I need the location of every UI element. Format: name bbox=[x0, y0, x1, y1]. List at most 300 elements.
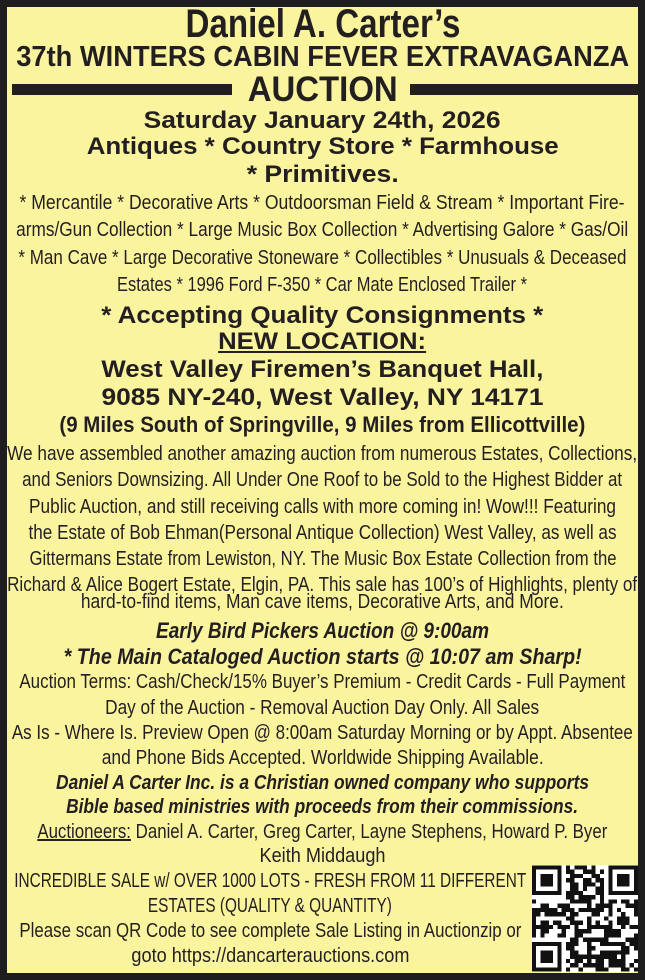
qr-module bbox=[621, 912, 625, 916]
qr-module bbox=[621, 959, 625, 963]
early-bird-time bbox=[0, 618, 645, 644]
qr-module bbox=[596, 912, 600, 916]
qr-module bbox=[617, 963, 621, 967]
qr-module bbox=[545, 925, 549, 929]
description-line bbox=[0, 522, 645, 545]
qr-module bbox=[557, 904, 561, 908]
qr-module bbox=[600, 963, 604, 967]
qr-module bbox=[608, 912, 612, 916]
qr-module bbox=[570, 942, 574, 946]
date-text: Saturday January 24th, 2026 bbox=[143, 107, 501, 134]
qr-module bbox=[617, 959, 621, 963]
footer-text: ESTATES (QUALITY & QUANTITY) bbox=[147, 895, 392, 917]
qr-module bbox=[540, 929, 544, 933]
qr-module bbox=[591, 946, 595, 950]
qr-module bbox=[553, 921, 557, 925]
qr-module bbox=[566, 908, 570, 912]
qr-module bbox=[608, 959, 612, 963]
qr-module bbox=[600, 904, 604, 908]
website-text[interactable]: goto https://dancarterauctions.com bbox=[131, 945, 409, 967]
qr-module bbox=[613, 942, 617, 946]
presenter-text: Daniel A. Carter’s bbox=[184, 2, 460, 46]
categories-text: * Primitives. bbox=[246, 161, 399, 188]
item-text: arms/Gun Collection * Large Music Box Collection * Advertising Galore * Gas/Oil bbox=[16, 219, 629, 241]
qr-module bbox=[587, 882, 591, 886]
qr-module bbox=[591, 895, 595, 899]
item-text: * Man Cave * Large Decorative Stoneware * Collectibles * Unusuals & Deceased bbox=[18, 247, 627, 269]
qr-module bbox=[574, 887, 578, 891]
qr-module bbox=[574, 882, 578, 886]
qr-module bbox=[540, 950, 553, 963]
qr-module bbox=[630, 938, 634, 942]
qr-module bbox=[574, 874, 578, 878]
auctioneers-names: Keith Middaugh bbox=[259, 845, 386, 867]
qr-module bbox=[587, 916, 591, 920]
qr-module bbox=[574, 955, 578, 959]
qr-module bbox=[600, 938, 604, 942]
qr-module bbox=[600, 882, 604, 886]
qr-module bbox=[600, 899, 604, 903]
qr-module bbox=[583, 870, 587, 874]
qr-module bbox=[540, 904, 544, 908]
qr-module bbox=[545, 921, 549, 925]
qr-module bbox=[591, 908, 595, 912]
terms-text: Auction Terms: Cash/Check/15% Buyer’s Premium - Credit Cards - Full Payment bbox=[19, 671, 626, 693]
qr-module bbox=[579, 899, 583, 903]
venue-name bbox=[0, 356, 645, 384]
qr-module bbox=[583, 929, 587, 933]
qr-module bbox=[596, 908, 600, 912]
qr-module bbox=[570, 908, 574, 912]
qr-module bbox=[557, 912, 561, 916]
mission-line bbox=[0, 796, 645, 819]
qr-module bbox=[621, 946, 625, 950]
qr-module bbox=[570, 921, 574, 925]
qr-module bbox=[545, 904, 549, 908]
qr-module bbox=[621, 942, 625, 946]
qr-module bbox=[587, 870, 591, 874]
qr-module bbox=[566, 959, 570, 963]
qr-module bbox=[562, 929, 566, 933]
qr-module bbox=[617, 942, 621, 946]
qr-module bbox=[596, 874, 600, 878]
qr-module bbox=[570, 963, 574, 967]
qr-module bbox=[570, 878, 574, 882]
description-text: We have assembled another amazing auction from numerous Estates, Collections, bbox=[7, 443, 638, 465]
qr-module bbox=[574, 933, 578, 937]
qr-module bbox=[570, 955, 574, 959]
location-heading-text: NEW LOCATION: bbox=[218, 328, 427, 355]
qr-module bbox=[562, 908, 566, 912]
qr-module bbox=[536, 908, 540, 912]
qr-module bbox=[579, 908, 583, 912]
qr-module bbox=[532, 908, 536, 912]
main-auction-text: * The Main Cataloged Auction starts @ 10:07 am Sharp! bbox=[63, 644, 582, 669]
qr-module bbox=[613, 963, 617, 967]
item-line bbox=[0, 219, 645, 242]
auctioneers-names: Daniel A. Carter, Greg Carter, Layne Stephens, Howard P. Byer bbox=[131, 821, 608, 843]
qr-module bbox=[596, 904, 600, 908]
qr-module bbox=[604, 904, 608, 908]
qr-module bbox=[634, 938, 638, 942]
qr-module bbox=[608, 929, 612, 933]
qr-module bbox=[630, 942, 634, 946]
qr-module bbox=[591, 938, 595, 942]
qr-module bbox=[625, 921, 629, 925]
main-auction-time bbox=[0, 644, 645, 670]
qr-module bbox=[591, 874, 595, 878]
location-heading bbox=[0, 328, 645, 356]
qr-module bbox=[566, 916, 570, 920]
qr-module bbox=[591, 955, 595, 959]
qr-module bbox=[579, 959, 583, 963]
qr-module bbox=[574, 942, 578, 946]
auction-text: AUCTION bbox=[247, 70, 398, 109]
qr-module bbox=[549, 925, 553, 929]
qr-module bbox=[566, 967, 570, 971]
auctioneers-line bbox=[0, 821, 645, 844]
description-line bbox=[0, 496, 645, 519]
qr-module bbox=[634, 899, 638, 903]
qr-module bbox=[621, 899, 625, 903]
qr-module bbox=[625, 946, 629, 950]
qr-module bbox=[600, 908, 604, 912]
footer-text: Please scan QR Code to see complete Sale Listing in Auctionzip or bbox=[19, 920, 521, 942]
qr-module bbox=[634, 925, 638, 929]
qr-module bbox=[574, 963, 578, 967]
qr-module bbox=[600, 950, 604, 954]
qr-module bbox=[574, 925, 578, 929]
qr-module bbox=[634, 912, 638, 916]
qr-module bbox=[583, 895, 587, 899]
qr-module bbox=[591, 963, 595, 967]
venue-address bbox=[0, 384, 645, 412]
directions-text: (9 Miles South of Springville, 9 Miles from Ellicottville) bbox=[59, 412, 586, 437]
categories-line-2 bbox=[0, 161, 645, 189]
qr-module bbox=[613, 959, 617, 963]
qr-module bbox=[608, 904, 612, 908]
terms-line bbox=[0, 747, 645, 770]
qr-module bbox=[587, 904, 591, 908]
description-line bbox=[0, 443, 645, 466]
qr-module bbox=[617, 916, 621, 920]
qr-module bbox=[596, 925, 600, 929]
terms-line bbox=[0, 671, 645, 694]
qr-module bbox=[591, 866, 595, 870]
qr-module bbox=[566, 866, 570, 870]
qr-module bbox=[570, 870, 574, 874]
qr-module bbox=[617, 950, 621, 954]
qr-module bbox=[600, 895, 604, 899]
qr-module bbox=[604, 929, 608, 933]
qr-module bbox=[570, 938, 574, 942]
qr-module bbox=[587, 929, 591, 933]
qr-module bbox=[596, 938, 600, 942]
qr-module bbox=[613, 950, 617, 954]
qr-code-icon[interactable] bbox=[532, 865, 638, 972]
qr-module bbox=[536, 925, 540, 929]
qr-module bbox=[545, 912, 549, 916]
footer-line bbox=[0, 920, 540, 943]
qr-module bbox=[596, 921, 600, 925]
qr-module bbox=[566, 946, 570, 950]
qr-module bbox=[566, 891, 570, 895]
qr-module bbox=[587, 959, 591, 963]
qr-module bbox=[621, 916, 625, 920]
qr-module bbox=[540, 925, 544, 929]
qr-module bbox=[574, 929, 578, 933]
qr-module bbox=[634, 908, 638, 912]
qr-module bbox=[566, 878, 570, 882]
qr-module bbox=[608, 955, 612, 959]
description-text: and Seniors Downsizing. All Under One Roof to be Sold to the Highest Bidder at bbox=[22, 469, 623, 491]
auctioneers-label: Auctioneers: bbox=[37, 821, 132, 843]
qr-module bbox=[566, 942, 570, 946]
qr-module bbox=[570, 916, 574, 920]
address-text: 9085 NY-240, West Valley, NY 14171 bbox=[101, 384, 544, 411]
terms-line bbox=[0, 697, 645, 720]
qr-module bbox=[553, 912, 557, 916]
qr-module bbox=[583, 866, 587, 870]
qr-module bbox=[608, 942, 612, 946]
qr-module bbox=[604, 967, 608, 971]
qr-module bbox=[600, 955, 604, 959]
qr-module bbox=[570, 946, 574, 950]
qr-module bbox=[570, 891, 574, 895]
qr-module bbox=[591, 912, 595, 916]
qr-module bbox=[604, 916, 608, 920]
qr-module bbox=[540, 874, 553, 887]
qr-module bbox=[600, 870, 604, 874]
qr-module bbox=[570, 912, 574, 916]
item-line bbox=[0, 274, 645, 297]
qr-module bbox=[532, 929, 536, 933]
qr-module bbox=[570, 887, 574, 891]
qr-module bbox=[604, 938, 608, 942]
qr-module bbox=[570, 950, 574, 954]
qr-module bbox=[579, 895, 583, 899]
qr-module bbox=[634, 946, 638, 950]
qr-module bbox=[579, 921, 583, 925]
qr-module bbox=[630, 925, 634, 929]
qr-module bbox=[604, 950, 608, 954]
qr-module bbox=[557, 933, 561, 937]
qr-module bbox=[600, 891, 604, 895]
qr-module bbox=[587, 955, 591, 959]
qr-module bbox=[617, 874, 630, 887]
qr-module bbox=[591, 870, 595, 874]
consignments-text: * Accepting Quality Consignments * bbox=[101, 302, 544, 329]
description-text: Gittermans Estate from Lewiston, NY. The Music Box Estate Collection from the bbox=[29, 548, 616, 570]
qr-module bbox=[583, 899, 587, 903]
qr-module bbox=[617, 933, 621, 937]
qr-module bbox=[540, 921, 544, 925]
qr-module bbox=[579, 874, 583, 878]
qr-module bbox=[574, 866, 578, 870]
qr-module bbox=[617, 921, 621, 925]
qr-module bbox=[566, 895, 570, 899]
qr-module bbox=[583, 938, 587, 942]
qr-module bbox=[617, 929, 621, 933]
qr-module bbox=[634, 959, 638, 963]
auction-heading bbox=[0, 70, 645, 110]
qr-module bbox=[587, 925, 591, 929]
qr-module bbox=[604, 942, 608, 946]
qr-module bbox=[574, 899, 578, 903]
qr-module bbox=[562, 912, 566, 916]
qr-module bbox=[540, 908, 544, 912]
qr-module bbox=[600, 887, 604, 891]
qr-module bbox=[532, 921, 536, 925]
qr-module bbox=[608, 925, 612, 929]
terms-text: Day of the Auction - Removal Auction Day Only. All Sales bbox=[105, 697, 540, 719]
qr-module bbox=[574, 912, 578, 916]
qr-module bbox=[596, 955, 600, 959]
qr-module bbox=[625, 938, 629, 942]
description-text: hard-to-find items, Man cave items, Decorative Arts, and More. bbox=[80, 591, 564, 613]
qr-module bbox=[574, 938, 578, 942]
qr-module bbox=[545, 929, 549, 933]
qr-module bbox=[587, 921, 591, 925]
qr-module bbox=[591, 925, 595, 929]
qr-module bbox=[574, 891, 578, 895]
qr-module bbox=[587, 938, 591, 942]
qr-module bbox=[570, 882, 574, 886]
qr-module bbox=[608, 963, 612, 967]
qr-module bbox=[608, 950, 612, 954]
item-text: * Mercantile * Decorative Arts * Outdoorsman Field & Stream * Important Fire- bbox=[20, 192, 625, 214]
qr-module bbox=[570, 895, 574, 899]
website-link[interactable] bbox=[0, 945, 540, 968]
qr-module bbox=[545, 908, 549, 912]
qr-module bbox=[625, 904, 629, 908]
qr-module bbox=[596, 878, 600, 882]
terms-text: and Phone Bids Accepted. Worldwide Shipping Available. bbox=[101, 747, 544, 769]
description-text: Public Auction, and still receiving calls with more coming in! Wow!!! Featuring bbox=[29, 496, 617, 518]
qr-module bbox=[536, 912, 540, 916]
terms-text: As Is - Where Is. Preview Open @ 8:00am Saturday Morning or by Appt. Absentee bbox=[12, 722, 633, 744]
qr-module bbox=[587, 963, 591, 967]
description-text: Richard & Alice Bogert Estate, Elgin, PA. This sale has 100’s of Highlights, plenty of bbox=[7, 574, 638, 596]
qr-module bbox=[613, 899, 617, 903]
qr-module bbox=[579, 929, 583, 933]
qr-module bbox=[630, 963, 634, 967]
qr-module bbox=[600, 925, 604, 929]
qr-module bbox=[557, 925, 561, 929]
qr-module bbox=[621, 963, 625, 967]
qr-module bbox=[587, 950, 591, 954]
qr-module bbox=[557, 921, 561, 925]
qr-module bbox=[574, 950, 578, 954]
qr-module bbox=[587, 878, 591, 882]
qr-module bbox=[634, 904, 638, 908]
qr-module bbox=[549, 908, 553, 912]
description-text: the Estate of Bob Ehman(Personal Antique Collection) West Valley, as well as bbox=[28, 522, 617, 544]
qr-module bbox=[634, 933, 638, 937]
categories-text: Antiques * Country Store * Farmhouse bbox=[86, 133, 559, 160]
qr-module bbox=[621, 955, 625, 959]
early-bird-text: Early Bird Pickers Auction @ 9:00am bbox=[155, 618, 489, 643]
qr-module bbox=[604, 925, 608, 929]
qr-module bbox=[613, 955, 617, 959]
qr-module bbox=[566, 904, 570, 908]
consignments-banner bbox=[0, 302, 645, 330]
terms-line bbox=[0, 722, 645, 745]
qr-module bbox=[608, 921, 612, 925]
qr-module bbox=[625, 967, 629, 971]
qr-module bbox=[621, 967, 625, 971]
qr-module bbox=[583, 878, 587, 882]
footer-line bbox=[0, 870, 540, 893]
qr-module bbox=[532, 925, 536, 929]
qr-module bbox=[596, 891, 600, 895]
qr-module bbox=[621, 950, 625, 954]
auction-date bbox=[0, 107, 645, 135]
qr-module bbox=[553, 908, 557, 912]
description-line bbox=[0, 548, 645, 571]
qr-module bbox=[583, 882, 587, 886]
auctioneers-text bbox=[38, 821, 608, 844]
qr-module bbox=[621, 921, 625, 925]
qr-module bbox=[587, 942, 591, 946]
qr-module bbox=[566, 870, 570, 874]
qr-module bbox=[596, 887, 600, 891]
qr-module bbox=[625, 899, 629, 903]
qr-module bbox=[549, 912, 553, 916]
mission-line bbox=[0, 772, 645, 795]
footer-line bbox=[0, 895, 540, 918]
qr-module bbox=[574, 921, 578, 925]
qr-module bbox=[583, 887, 587, 891]
qr-module bbox=[604, 955, 608, 959]
qr-module bbox=[540, 933, 544, 937]
qr-module bbox=[600, 959, 604, 963]
qr-module bbox=[600, 942, 604, 946]
qr-module bbox=[591, 882, 595, 886]
mission-text: Bible based ministries with proceeds from their commissions. bbox=[66, 796, 579, 818]
item-text: Estates * 1996 Ford F-350 * Car Mate Enclosed Trailer * bbox=[117, 274, 528, 296]
qr-module bbox=[579, 891, 583, 895]
qr-module bbox=[587, 895, 591, 899]
item-line bbox=[0, 192, 645, 215]
directions bbox=[0, 412, 645, 438]
qr-module bbox=[608, 908, 612, 912]
qr-module bbox=[613, 929, 617, 933]
event-text: 37th WINTERS CABIN FEVER EXTRAVAGANZA bbox=[16, 41, 630, 73]
qr-module bbox=[583, 908, 587, 912]
qr-module bbox=[562, 925, 566, 929]
qr-module bbox=[630, 904, 634, 908]
qr-module bbox=[587, 908, 591, 912]
qr-module bbox=[562, 904, 566, 908]
qr-module bbox=[608, 899, 612, 903]
item-line bbox=[0, 247, 645, 270]
qr-module bbox=[634, 967, 638, 971]
qr-module bbox=[600, 967, 604, 971]
qr-module bbox=[579, 866, 583, 870]
qr-module bbox=[587, 946, 591, 950]
qr-module bbox=[574, 959, 578, 963]
qr-module bbox=[570, 874, 574, 878]
qr-module bbox=[532, 899, 536, 903]
qr-module bbox=[596, 963, 600, 967]
qr-module bbox=[566, 925, 570, 929]
description-line bbox=[0, 591, 645, 614]
qr-module bbox=[583, 955, 587, 959]
qr-module bbox=[579, 933, 583, 937]
categories-line-1 bbox=[0, 133, 645, 161]
qr-module bbox=[562, 933, 566, 937]
